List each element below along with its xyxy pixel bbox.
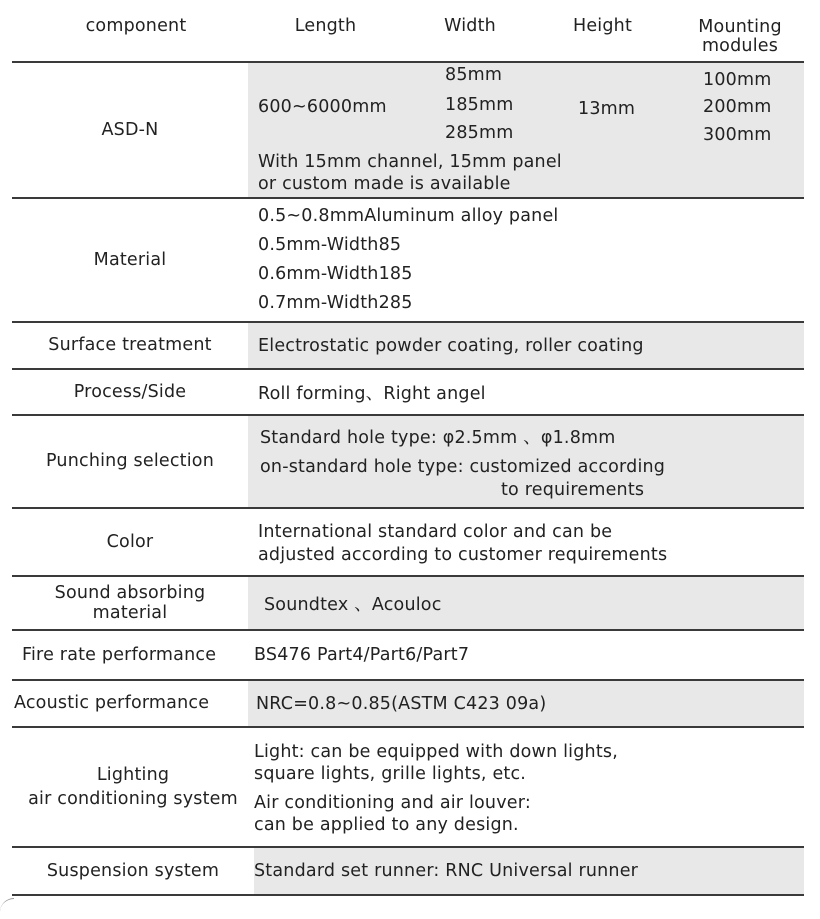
row-value: [248, 416, 804, 507]
asd-note-line1: With 15mm channel, 15mm panel: [258, 152, 562, 172]
row-label: Suspension system: [46, 860, 220, 881]
asd-note: [258, 151, 562, 195]
lighting-label-line2: air conditioning system: [28, 789, 238, 809]
row-label: Acoustic performance: [14, 693, 210, 713]
lighting-line-2: square lights, grille lights, etc.: [254, 764, 527, 784]
lighting-line-3: Air conditioning and air louver:: [254, 793, 531, 813]
table-header: [0, 0, 820, 62]
header-width: Width: [444, 16, 496, 36]
row-acoustic-performance: [12, 681, 804, 726]
row-value: [254, 848, 804, 894]
punching-line-1: Standard hole type: φ2.5mm 、φ1.8mm: [260, 428, 616, 448]
row-value: [248, 509, 804, 575]
row-color: [12, 509, 804, 575]
color-line-2: adjusted according to customer requirements: [258, 545, 668, 565]
lighting-line-4: can be applied to any design.: [254, 815, 519, 835]
process-value: Roll forming、Right angel: [258, 383, 486, 404]
asd-width-3: 285mm: [445, 123, 514, 143]
row-label: Punching selection: [45, 451, 215, 471]
row-surface-treatment: [12, 323, 804, 368]
asd-width-2: 185mm: [445, 95, 514, 115]
row-sound-absorbing-material: [12, 577, 804, 629]
header-mounting-modules: [680, 18, 800, 56]
sound-value: Soundtex 、Acouloc: [264, 594, 442, 615]
row-value: [248, 370, 804, 414]
page-corner-mark: [0, 898, 14, 919]
row-value: [254, 728, 804, 846]
asd-length: 600~6000mm: [258, 97, 387, 117]
header-mounting-line2: modules: [701, 36, 779, 56]
lighting-line-1: Light: can be equipped with down lights,: [254, 742, 618, 762]
row-lighting-air-conditioning: [12, 728, 804, 846]
asd-module-1: 100mm: [703, 70, 772, 90]
row-label: [12, 577, 248, 629]
row-value: [248, 577, 804, 629]
surface-value: Electrostatic powder coating, roller coating: [258, 335, 644, 356]
row-value: [248, 681, 804, 726]
row-suspension-system: [12, 848, 804, 894]
header-height: Height: [572, 16, 633, 36]
row-process-side: [12, 370, 804, 414]
row-label: Surface treatment: [48, 335, 212, 355]
fire-value: BS476 Part4/Part6/Part7: [254, 645, 470, 665]
row-fire-rate-performance: [12, 631, 804, 679]
row-label: Process/Side: [73, 381, 187, 402]
material-line-2: 0.5mm-Width85: [258, 235, 402, 255]
material-line-1: 0.5~0.8mmAluminum alloy panel: [258, 206, 559, 226]
sound-label-line1: Sound absorbing: [54, 583, 206, 603]
suspension-value: Standard set runner: RNC Universal runner: [254, 861, 639, 881]
header-component: component: [85, 16, 187, 36]
row-label: Material: [93, 249, 167, 270]
row-value: [248, 199, 804, 321]
row-value: [248, 63, 804, 198]
row-label: Color: [106, 531, 154, 552]
header-mounting-line1: Mounting: [698, 17, 782, 37]
row-value: [254, 631, 804, 679]
asd-height: 13mm: [578, 99, 636, 119]
punching-line-2: on-standard hole type: customized according: [260, 457, 666, 477]
asd-module-3: 300mm: [703, 125, 772, 145]
row-material: [12, 199, 804, 321]
row-label: ASD-N: [101, 120, 159, 140]
material-line-3: 0.6mm-Width185: [258, 264, 413, 284]
header-length: Length: [294, 16, 357, 36]
punching-line-3: to requirements: [501, 480, 645, 500]
row-label: Fire rate performance: [22, 644, 217, 665]
row-asd-n: [12, 63, 804, 198]
material-line-4: 0.7mm-Width285: [258, 293, 413, 313]
row-label: [12, 728, 254, 846]
color-line-1: International standard color and can be: [258, 522, 613, 542]
asd-note-line2: or custom made is available: [258, 174, 511, 194]
rule: [12, 894, 804, 896]
sound-label-line2: material: [92, 603, 168, 623]
lighting-label-line1: Lighting: [96, 765, 170, 785]
asd-module-2: 200mm: [703, 97, 772, 117]
row-punching-selection: [12, 416, 804, 507]
asd-width-1: 85mm: [445, 65, 503, 85]
acoustic-value: NRC=0.8~0.85(ASTM C423 09a): [256, 693, 547, 714]
row-value: [248, 323, 804, 368]
